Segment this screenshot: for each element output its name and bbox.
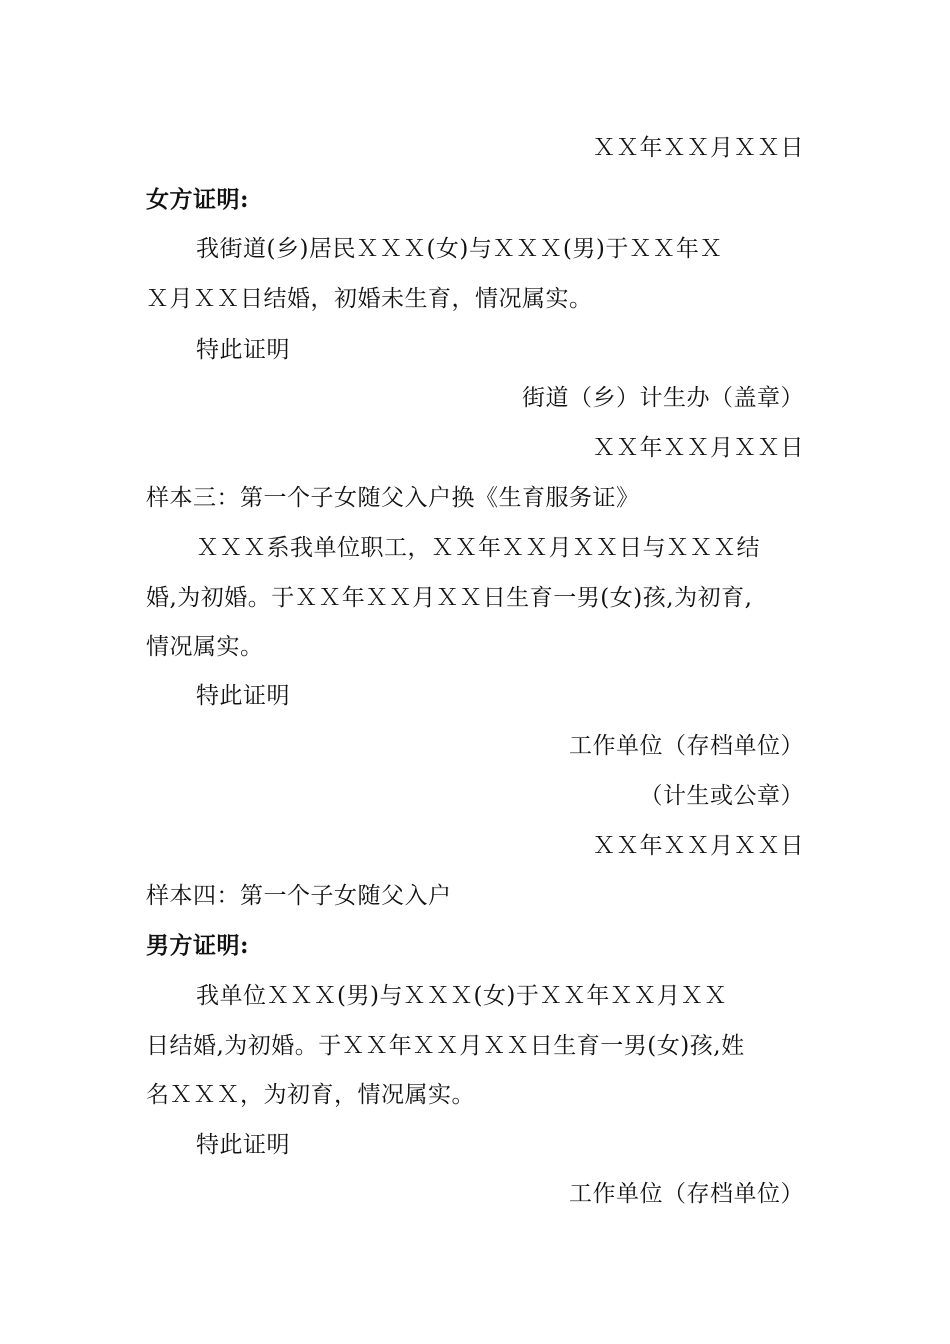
female-proof-paragraph-line-2: Ｘ月ＸＸ日结婚，初婚未生育，情况属实。 xyxy=(146,286,593,312)
date-line: ＸＸ年ＸＸ月ＸＸ日 xyxy=(592,135,804,161)
female-proof-heading: 女方证明: xyxy=(146,186,249,213)
sample-4-title: 样本四：第一个子女随父入户 xyxy=(146,883,452,909)
male-proof-paragraph-line-2: 日结婚,为初婚。于ＸＸ年ＸＸ月ＸＸ日生育一男(女)孩,姓 xyxy=(146,1033,745,1059)
date-line: ＸＸ年ＸＸ月ＸＸ日 xyxy=(592,435,804,461)
sample-3-paragraph-line-3: 情况属实。 xyxy=(146,634,264,660)
stamp-line: （计生或公章） xyxy=(639,783,804,809)
sample-3-paragraph-line-2: 婚,为初婚。于ＸＸ年ＸＸ月ＸＸ日生育一男(女)孩,为初育, xyxy=(146,585,753,611)
certify-text: 特此证明 xyxy=(196,337,290,363)
female-proof-paragraph-line-1: 我街道(乡)居民ＸＸＸ(女)与ＸＸＸ(男)于ＸＸ年Ｘ xyxy=(196,236,723,262)
male-proof-paragraph-line-3: 名ＸＸＸ，为初育，情况属实。 xyxy=(146,1082,475,1108)
date-line: ＸＸ年ＸＸ月ＸＸ日 xyxy=(592,833,804,859)
sample-3-title: 样本三：第一个子女随父入户换《生育服务证》 xyxy=(146,485,640,511)
certify-text: 特此证明 xyxy=(196,1132,290,1158)
certify-text: 特此证明 xyxy=(196,683,290,709)
work-unit-line: 工作单位（存档单位） xyxy=(569,733,804,759)
work-unit-line: 工作单位（存档单位） xyxy=(569,1181,804,1207)
male-proof-heading: 男方证明: xyxy=(146,932,249,959)
male-proof-paragraph-line-1: 我单位ＸＸＸ(男)与ＸＸＸ(女)于ＸＸ年ＸＸ月ＸＸ xyxy=(196,983,728,1009)
sample-3-paragraph-line-1: ＸＸＸ系我单位职工，ＸＸ年ＸＸ月ＸＸ日与ＸＸＸ结 xyxy=(196,535,760,561)
stamp-line: 街道（乡）计生办（盖章） xyxy=(522,385,804,411)
